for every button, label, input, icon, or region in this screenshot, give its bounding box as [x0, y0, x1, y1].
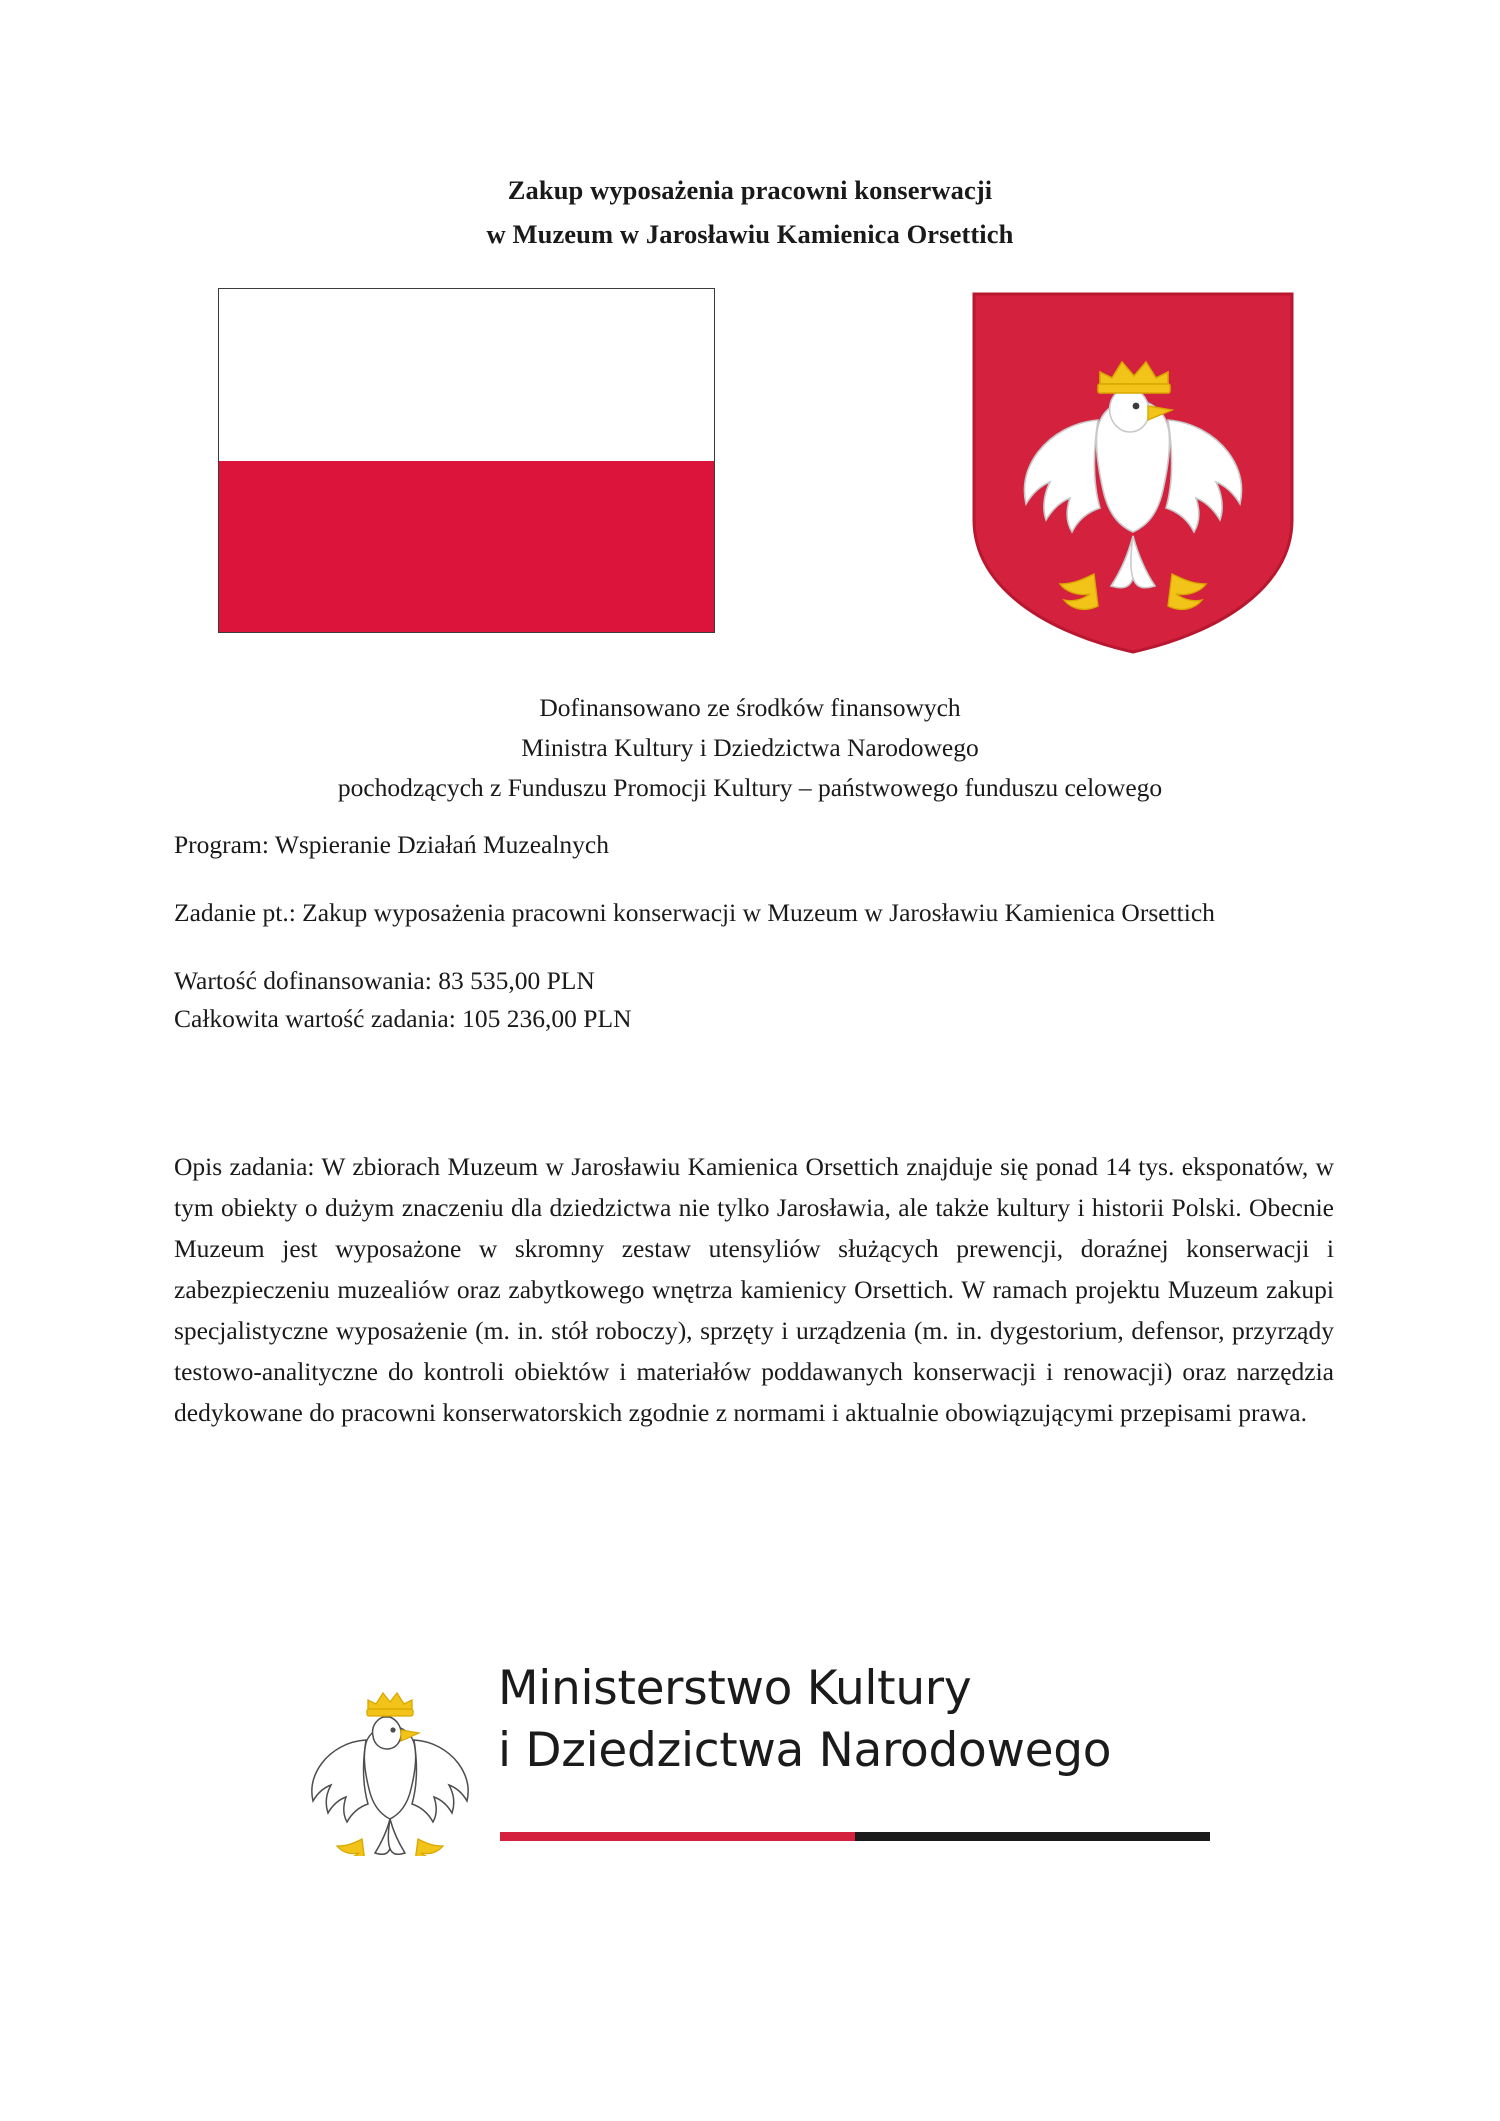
funding-line-1: Dofinansowano ze środków finansowych — [539, 693, 961, 722]
ministry-logo-rule — [500, 1832, 1210, 1841]
body-spacer — [174, 1068, 1334, 1146]
ministry-line-2: i Dziedzictwa Narodowego — [498, 1723, 1112, 1778]
task-line: Zadanie pt.: Zakup wyposażenia pracowni konserwacji w Muzeum w Jarosławiu Kamienica Orsettich — [174, 898, 1215, 927]
title-line-2: w Muzeum w Jarosławiu Kamienica Orsettich — [486, 219, 1014, 249]
flag-white-stripe — [219, 289, 714, 461]
rule-red-segment — [500, 1832, 855, 1841]
rule-dark-segment — [855, 1832, 1210, 1841]
polish-flag-image — [218, 288, 715, 633]
program-line: Program: Wspieranie Działań Muzealnych — [174, 830, 609, 859]
description-paragraph: Opis zadania: W zbiorach Muzeum w Jarosławiu Kamienica Orsettich znajduje się ponad 14 tys. eksponatów, w tym obiekty o dużym znaczeniu dla dziedzictwa nie tylko Jarosławia, ale także kultury i historii Polski. Obecnie Muzeum jest wyposażone w skromny zestaw utensyliów służących prewencji, doraźnej konserwacji i zabezpieczeniu muzealiów oraz zabytkowego wnętrza kamienicy Orsettich. W ramach projektu Muzeum zakupi specjalistyczne wyposażenie (m. in. stół roboczy), sprzęty i urządzenia (m. in. dygestorium, defensor, przyrządy testowo-analityczne do kontroli obiektów i materiałów poddawanych konserwacji i renowacji) oraz narzędzia dedykowane do pracowni konserwatorskich zgodnie z normami i aktualnie obowiązującymi przepisami prawa. — [174, 1152, 1334, 1427]
funding-statement — [0, 688, 1500, 808]
funding-value-line: Wartość dofinansowania: 83 535,00 PLN — [174, 966, 595, 995]
ministry-logo-text — [498, 1658, 1210, 1782]
ministry-eagle-icon — [290, 1656, 490, 1856]
funding-line-2: Ministra Kultury i Dziedzictwa Narodowego — [521, 733, 979, 762]
title-line-1: Zakup wyposażenia pracowni konserwacji — [507, 175, 993, 205]
total-value-line: Całkowita wartość zadania: 105 236,00 PLN — [174, 1004, 632, 1033]
document-body — [174, 826, 1334, 1433]
ministry-line-1: Ministerstwo Kultury — [498, 1661, 972, 1716]
funding-line-3: pochodzących z Funduszu Promocji Kultury – państwowego funduszu celowego — [337, 773, 1163, 802]
ministry-logo — [290, 1652, 1210, 1872]
flag-red-stripe — [219, 461, 714, 633]
polish-coat-of-arms-icon — [968, 288, 1298, 658]
page-title — [0, 168, 1500, 256]
